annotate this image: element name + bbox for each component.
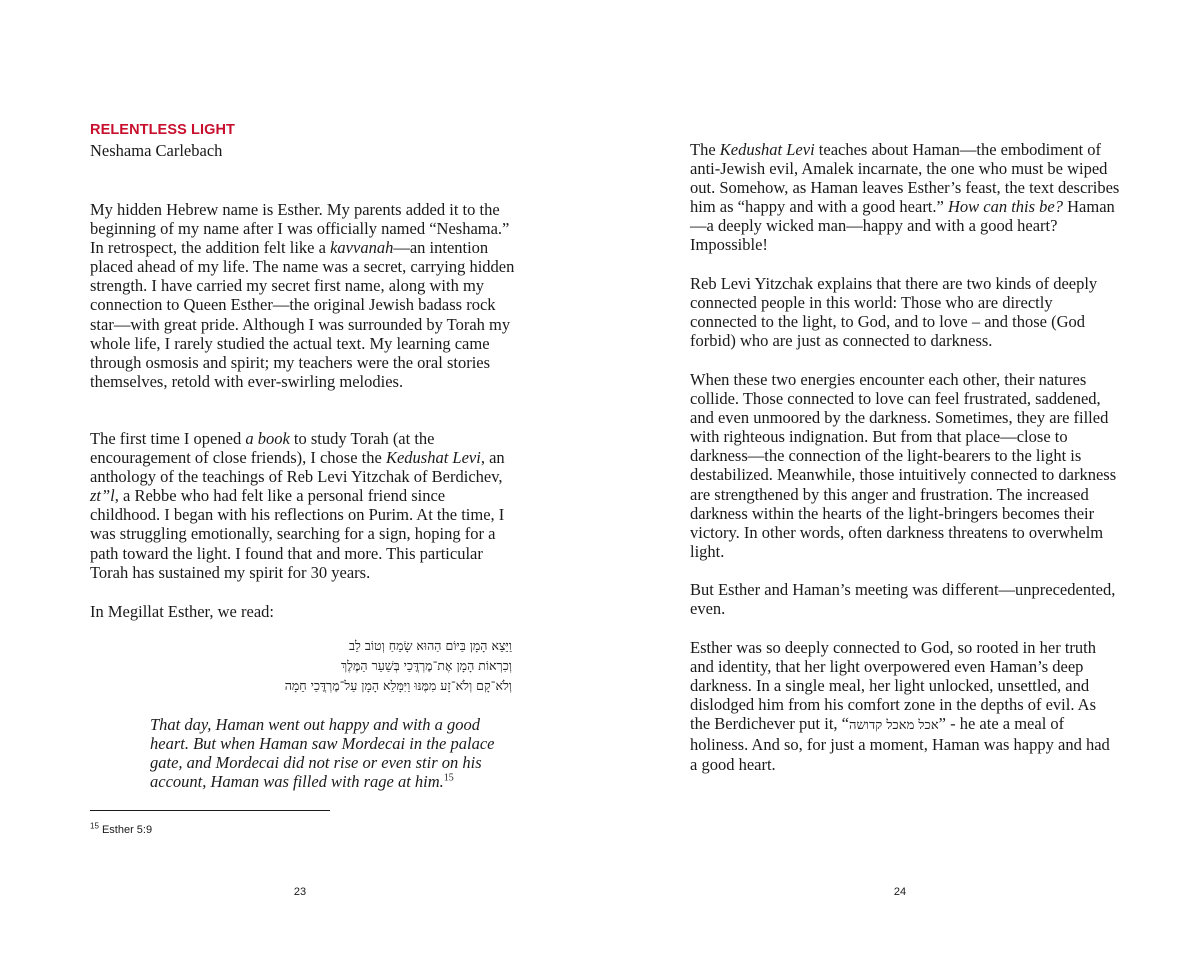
paragraph-4	[690, 140, 1120, 255]
italic-term: Kedushat Levi	[719, 140, 815, 159]
hebrew-line-1: וַיֵּצֵא הָמָן בַּיּוֹם הַהוּא שָׂמֵחַ וְטוֹב לֵב	[348, 638, 512, 653]
footnote-text: Esther 5:9	[98, 824, 153, 836]
paragraph-3: In Megillat Esther, we read:	[90, 602, 274, 621]
footnote-reference[interactable]: 15	[443, 772, 454, 784]
translation-quote	[150, 715, 510, 791]
essay-title: RELENTLESS LIGHT	[90, 122, 235, 138]
italic-term: Kedushat Levi	[385, 448, 481, 468]
page-number-right: 24	[893, 886, 907, 898]
footnote-number: 15	[90, 821, 99, 831]
text-run: The first time I opened	[90, 429, 246, 448]
quote-text: That day, Haman went out happy and with a good heart. But when Haman saw Mordecai in the palace gate, and Mordecai did not rise or even stir on his account, Haman was filled with rage at him.	[150, 715, 495, 792]
paragraph-8	[690, 638, 1120, 774]
text-run: Esther was so deeply connected to God, so rooted in her truth and identity, that her light overpowered even Haman’s deep darkness. In a single meal, her light unlocked, unsettled, and dislodged him from his comfort zone in the depths of evil. As the Berdichever put it, “	[690, 638, 1097, 734]
hebrew-line-2: וְכִרְאוֹת הָמָן אֶת־מׇרְדֳּכַי בְּשַׁעַר הַמֶּלֶךְ	[341, 658, 512, 673]
text-run: to study Torah (at the encouragement of close friends), I chose the	[90, 429, 435, 468]
text-run: , an anthology of the teachings of Reb Levi Yitzchak of Berdichev,	[90, 448, 505, 487]
page-number-left: 23	[293, 886, 307, 898]
footnote-divider	[90, 810, 330, 811]
paragraph-6: When these two energies encounter each other, their natures collide. Those connected to love can feel frustrated, saddened, and even unmoored by the darkness. Sometimes, they are filled with righteous indignation. But from that place—close to darkness—the connection of the light-bearers to the light is destabilized. Meanwhile, those intuitively connected to darkness are strengthened by this anger and frustration. The increased darkness within the hearts of the light-bringers becomes their victory. In other words, often darkness threatens to overwhelm light.	[690, 370, 1117, 561]
footnote	[90, 821, 153, 836]
italic-term: zt”l	[90, 486, 115, 506]
paragraph-7: But Esther and Haman’s meeting was different—unprecedented, even.	[690, 580, 1116, 619]
hebrew-verse	[240, 636, 512, 696]
hebrew-line-3: וְלֹא־קָם וְלֹא־זָע מִמֶּנּוּ וַיִּמָּלֵא הָמָן עַל־מׇרְדֳּכַי חֵמָה	[284, 678, 512, 693]
italic-question: How can this be?	[947, 197, 1064, 217]
text-run: teaches about Haman—the embodiment of anti-Jewish evil, Amalek incarnate, the one who must be wiped out. Somehow, as Haman leaves Esther’s feast, the text describes him as “happy and with a good heart.”	[690, 140, 1120, 217]
italic-term: kavvanah	[330, 238, 394, 258]
italic-term: a book	[245, 429, 290, 448]
text-run: ” - he ate a meal of holiness. And so, for just a moment, Haman was happy and had a good heart.	[690, 714, 1110, 774]
author-name: Neshama Carlebach	[90, 141, 223, 160]
paragraph-1	[90, 200, 515, 391]
text-run: The	[690, 140, 720, 159]
right-page	[600, 0, 1200, 960]
hebrew-inline: אכל מאכל קדושה	[848, 718, 939, 734]
text-run: My hidden Hebrew name is Esther. My parents added it to the beginning of my name after I was officially named “Neshama.” In retrospect, the addition felt like a	[90, 200, 510, 258]
text-run: —an intention placed ahead of my life. The name was a secret, carrying hidden strength. I have carried my secret first name, along with my connection to Queen Esther—the original Jewish badass rock star—with great pride. Although I was surrounded by Torah my whole life, I rarely studied the actual text. My learning came through osmosis and spirit; my teachers were the oral stories themselves, retold with ever-swirling melodies.	[90, 238, 515, 391]
text-run: , a Rebbe who had felt like a personal friend since childhood. I began with his reflections on Purim. At the time, I was struggling emotionally, searching for a sign, hoping for a path toward the light. I found that and more. This particular Torah has sustained my spirit for 30 years.	[90, 486, 505, 582]
paragraph-5: Reb Levi Yitzchak explains that there are two kinds of deeply connected people in this world: Those who are directly connected to the light, to God, and to love – and those (God forbid) who are just as connected to darkness.	[690, 274, 1098, 351]
paragraph-2	[90, 429, 515, 582]
text-run: Haman—a deeply wicked man—happy and with a good heart? Impossible!	[690, 197, 1115, 255]
